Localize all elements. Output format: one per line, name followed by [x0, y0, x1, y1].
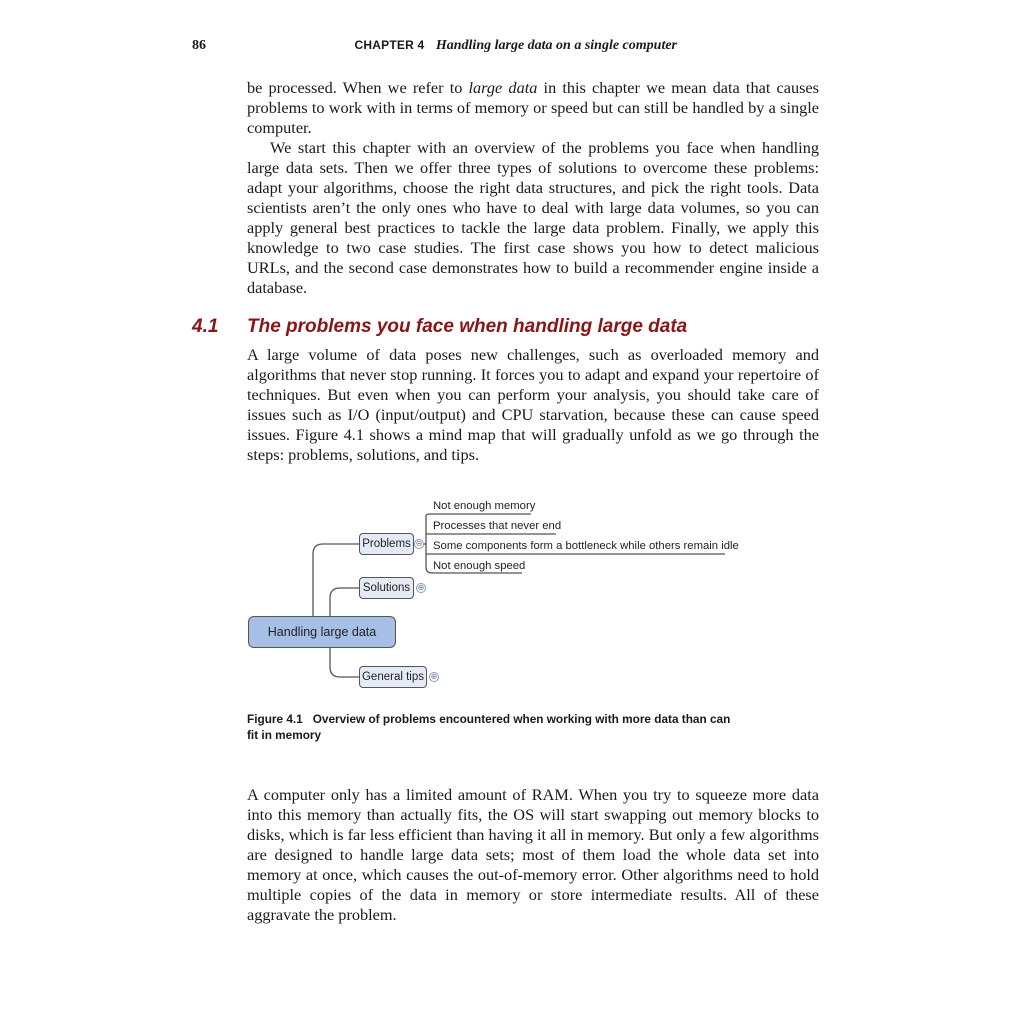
chapter-title: Handling large data on a single computer: [435, 38, 677, 53]
section-heading: [192, 316, 687, 338]
section-number: 4.1: [192, 316, 219, 337]
mind-map-figure: [240, 495, 740, 695]
emphasis-large-data: large data: [468, 78, 538, 97]
leaf-processes-never-end: Processes that never end: [433, 520, 562, 532]
branch-label: General tips: [361, 671, 424, 683]
branch-problems[interactable]: [359, 533, 414, 555]
leaf-bottleneck: Some components form a bottleneck while others remain idle: [433, 540, 739, 552]
branch-solutions[interactable]: [359, 577, 414, 599]
text-span: in this chapter we mean data that causes problems to work with in terms of memory or speed but can still be handled by a single computer.: [247, 78, 819, 137]
branch-label: Solutions: [362, 582, 411, 594]
chapter-label: CHAPTER 4: [354, 38, 425, 52]
paragraph-1: [247, 78, 819, 138]
caption-number: Figure 4.1: [247, 712, 303, 726]
page-number: 86: [192, 38, 206, 53]
text-span: be processed. When we refer to: [247, 78, 469, 97]
leaf-not-enough-speed: Not enough speed: [433, 560, 526, 572]
section-title: The problems you face when handling large data: [247, 316, 688, 337]
root-node[interactable]: [248, 616, 396, 648]
leaf-not-enough-memory: Not enough memory: [433, 500, 536, 512]
expand-icon[interactable]: ⊕: [417, 583, 425, 592]
paragraph-3: A large volume of data poses new challenges, such as overloaded memory and algorithms that never stop running. It forces you to adapt and expand your repertoire of techniques. But even when you can perform your analysis, you should take care of issues such as I/O (input/output) and CPU starvation, because these can cause speed issues. Figure 4.1 shows a mind map that will gradually unfold as we go through the steps: problems, solutions, and tips.: [247, 345, 819, 464]
figure-caption: [247, 711, 737, 743]
branch-label: Problems: [362, 538, 411, 550]
chapter-heading: [355, 38, 677, 54]
intro-paragraphs: [247, 78, 819, 298]
expand-icon[interactable]: ⊕: [430, 672, 438, 681]
running-head: [192, 38, 822, 58]
paragraph-4: A computer only has a limited amount of RAM. When you try to squeeze more data into this memory than actually fits, the OS will start swapping out memory blocks to disks, which is far less efficient than having it all in memory. But only a few algorithms are designed to handle large data sets; most of them load the whole data set into memory at once, which causes the out-of-memory error. Other algorithms need to hold multiple copies of the data in memory or store intermediate results. All of these aggravate the problem.: [247, 785, 819, 924]
root-label: Handling large data: [267, 625, 377, 639]
paragraph-2: We start this chapter with an overview of the problems you face when handling large data sets. Then we offer three types of solutions to overcome these problems: adapt your algorithms, choose the right data structures, and pick the right tools. Data scientists aren’t the only ones who have to deal with large data volumes, so you can apply general best practices to tackle the large data problem. Finally, we apply this knowledge to two case studies. The first case shows you how to detect malicious URLs, and the second case demonstrates how to build a recommender engine inside a database.: [247, 138, 819, 297]
collapse-icon[interactable]: ⊖: [415, 539, 423, 548]
branch-general-tips[interactable]: [359, 666, 427, 688]
caption-text: Overview of problems encountered when working with more data than can fit in memory: [247, 712, 731, 742]
